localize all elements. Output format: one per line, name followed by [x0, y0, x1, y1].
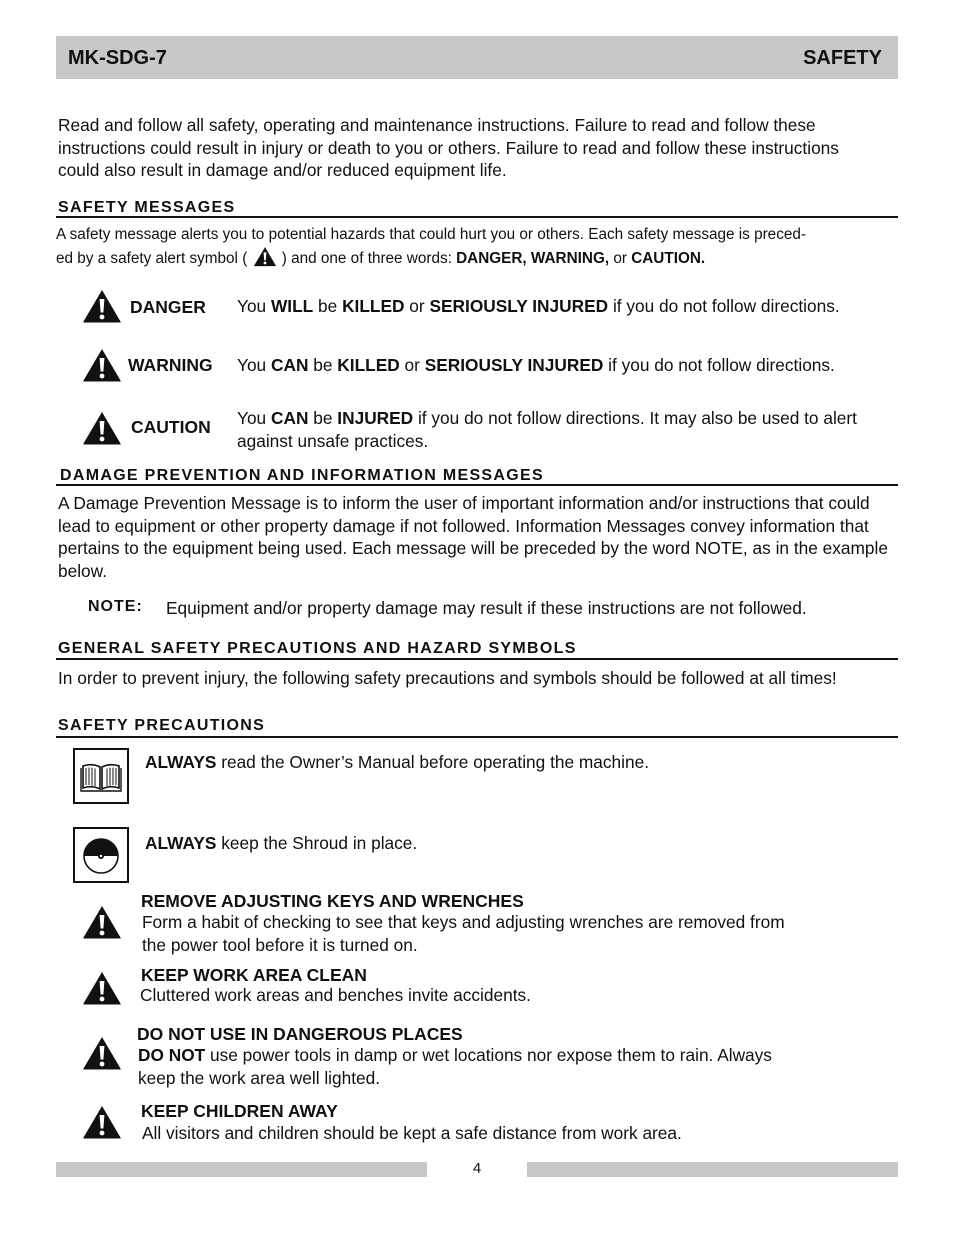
text-fragment: You	[237, 296, 267, 316]
general-safety-heading: GENERAL SAFETY PRECAUTIONS AND HAZARD SYMBOLS	[58, 640, 577, 657]
open-book-icon	[75, 750, 127, 802]
section-title: SAFETY	[803, 47, 882, 69]
text-fragment: use power tools in damp or wet locations nor expose them to rain. Always	[210, 1045, 772, 1065]
text-fragment: if you do not follow directions.	[612, 296, 840, 316]
warning-triangle-icon	[82, 410, 122, 446]
danger-description	[237, 295, 840, 318]
intro-paragraph: Read and follow all safety, operating and maintenance instructions. Failure to read and follow these instructions could result in injury or death to you or others. Failure to read and follow these instructions could also result in damage and/or reduced equipment life.	[58, 115, 839, 180]
shroud-symbol	[73, 827, 129, 883]
text-line: the power tool before it is turned on.	[142, 934, 418, 955]
text-fragment: if you do not follow directions.	[608, 355, 835, 375]
warning-triangle-icon	[82, 1104, 122, 1140]
warning-triangle-icon	[82, 970, 122, 1006]
bold-fragment: WILL	[270, 296, 314, 316]
bold-fragment: CAN	[270, 355, 309, 375]
text-fragment: ) and one of three words:	[281, 249, 452, 267]
text-fragment: or	[613, 249, 627, 267]
section-rule	[56, 216, 898, 218]
section-rule	[56, 658, 898, 660]
text-fragment: be	[313, 408, 333, 428]
safety-messages-text	[56, 224, 906, 269]
caution-description	[237, 407, 902, 452]
bold-fragment: SERIOUSLY INJURED	[424, 355, 604, 375]
bold-fragment: CAN	[270, 408, 309, 428]
warning-triangle-icon	[82, 1035, 122, 1071]
warning-label: WARNING	[128, 355, 213, 375]
places-text	[138, 1044, 772, 1089]
caution-label: CAUTION	[131, 417, 211, 437]
manual-precaution	[145, 751, 649, 774]
blade-guard-icon	[75, 829, 127, 881]
page-number: 4	[472, 1160, 482, 1177]
text-fragment: be	[313, 355, 333, 375]
danger-label: DANGER	[130, 297, 206, 317]
safety-messages-line-1: A safety message alerts you to potential hazards that could hurt you or others. Each safety message is preced-	[56, 226, 806, 243]
children-text: All visitors and children should be kept a safe distance from work area.	[142, 1123, 682, 1143]
warning-triangle-icon	[82, 904, 122, 940]
text-fragment: ed by a safety alert symbol (	[56, 249, 248, 267]
text-fragment: keep the Shroud in place.	[221, 833, 418, 853]
model-number: MK-SDG-7	[68, 47, 167, 69]
bold-fragment: ALWAYS	[145, 752, 217, 772]
safety-messages-heading: SAFETY MESSAGES	[58, 199, 236, 216]
text-line: Form a habit of checking to see that keys and adjusting wrenches are removed from	[142, 912, 785, 932]
damage-prevention-text: A Damage Prevention Message is to inform the user of important information and/or instructions that could lead to equipment or other property damage if not followed. Information Messages convey information that pertains to the equipment being used. Each message will be preceded by the word NOTE, as in the example below.	[58, 493, 888, 581]
header-bar	[56, 36, 898, 79]
warning-description	[237, 354, 835, 377]
keys-title: REMOVE ADJUSTING KEYS AND WRENCHES	[141, 891, 524, 911]
bold-fragment: SERIOUSLY INJURED	[429, 296, 609, 316]
text-fragment: You	[237, 355, 267, 375]
clean-title: KEEP WORK AREA CLEAN	[141, 965, 367, 985]
safety-precautions-heading: SAFETY PRECAUTIONS	[58, 717, 266, 734]
text-fragment: or	[404, 355, 420, 375]
damage-prevention-heading: DAMAGE PREVENTION AND INFORMATION MESSAGES	[60, 467, 544, 484]
note-label: NOTE:	[88, 598, 143, 615]
section-rule	[56, 484, 898, 486]
bold-fragment: KILLED	[342, 296, 405, 316]
text-fragment: be	[318, 296, 338, 316]
warning-triangle-icon	[82, 347, 122, 383]
signal-word-caution: CAUTION.	[631, 249, 706, 267]
clean-text: Cluttered work areas and benches invite accidents.	[140, 985, 531, 1005]
general-safety-text: In order to prevent injury, the following safety precautions and symbols should be followed at all times!	[58, 668, 837, 688]
places-line-1	[138, 1044, 772, 1067]
shroud-precaution	[145, 832, 417, 855]
text-line: keep the work area well lighted.	[138, 1067, 381, 1088]
places-title: DO NOT USE IN DANGEROUS PLACES	[137, 1024, 463, 1044]
note-text: Equipment and/or property damage may result if these instructions are not followed.	[166, 598, 807, 618]
safety-messages-line-2	[56, 246, 906, 270]
text-fragment: read the Owner’s Manual before operating the machine.	[221, 752, 650, 772]
signal-words: DANGER, WARNING,	[456, 249, 610, 267]
section-rule	[56, 736, 898, 738]
footer-bar-right	[527, 1162, 898, 1177]
text-fragment: if you do not follow directions. It may also be used to alert	[417, 408, 857, 428]
keys-text	[142, 911, 785, 956]
children-title: KEEP CHILDREN AWAY	[141, 1101, 338, 1121]
warning-triangle-icon	[252, 246, 278, 267]
bold-fragment: KILLED	[337, 355, 400, 375]
text-fragment: You	[237, 408, 267, 428]
caution-line-2: against unsafe practices.	[237, 430, 429, 451]
caution-line-1	[237, 407, 902, 430]
bold-fragment: ALWAYS	[145, 833, 217, 853]
text-fragment: or	[409, 296, 425, 316]
bold-fragment: DO NOT	[138, 1045, 206, 1065]
footer-bar-left	[56, 1162, 427, 1177]
bold-fragment: INJURED	[337, 408, 414, 428]
owners-manual-symbol	[73, 748, 129, 804]
warning-triangle-icon	[82, 288, 122, 324]
